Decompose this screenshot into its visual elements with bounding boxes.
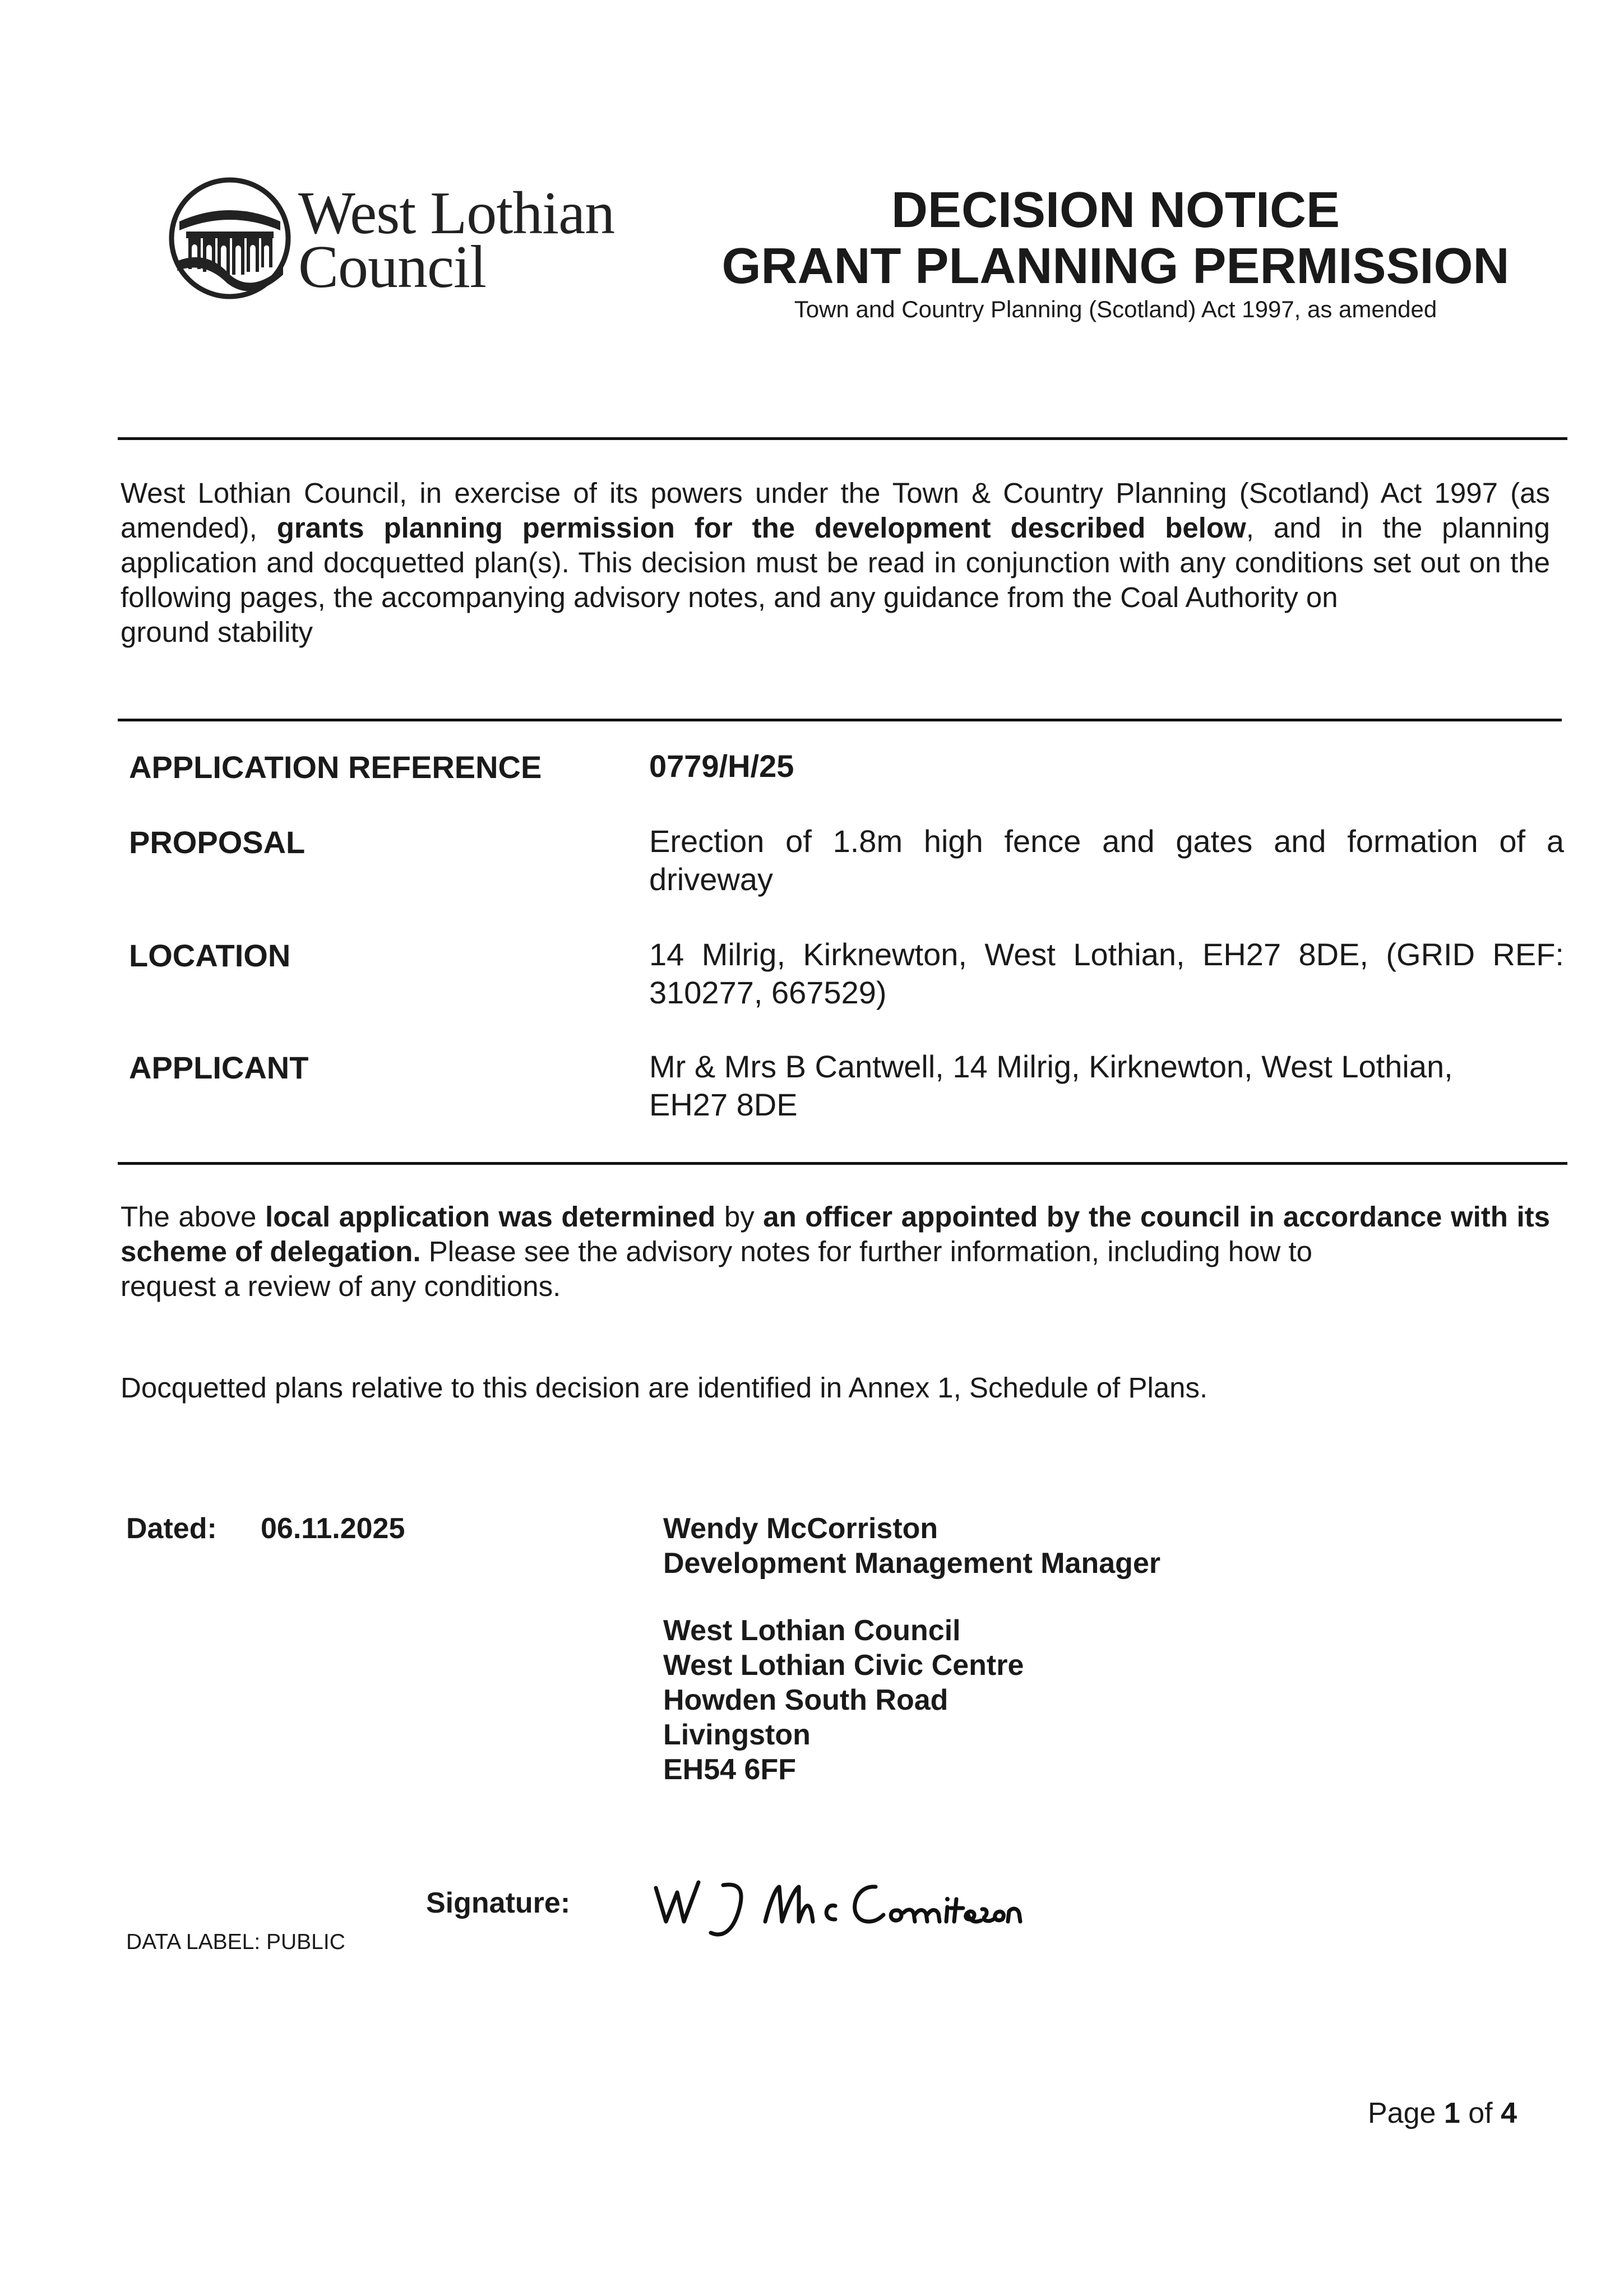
page-prefix: Page	[1368, 2097, 1444, 2130]
address-line: Howden South Road	[663, 1684, 949, 1716]
intro-text-cont: , and in the planning application and docquetted plan(s). This decision must be read in conjunction with any conditions set out on the following pages, the accompanying advisory notes, and any guidance from the Coal Authority on	[121, 512, 1550, 613]
determination-text: by	[715, 1201, 764, 1233]
officer-title: Development Management Manager	[663, 1547, 1161, 1580]
logo-text-line2: Council	[298, 234, 486, 300]
officer-name: Wendy McCorriston	[663, 1512, 938, 1545]
intro-paragraph	[121, 476, 1550, 650]
logo-text-line1: West Lothian	[298, 180, 615, 247]
data-classification-label: DATA LABEL: PUBLIC	[126, 1930, 345, 1954]
reference-value: 0779/H/25	[649, 748, 794, 784]
page-current: 1	[1443, 2097, 1460, 2130]
applicant-label: APPLICANT	[129, 1050, 309, 1085]
intro-text-last: ground stability	[121, 616, 313, 648]
page-subtitle-heading: GRANT PLANNING PERMISSION	[721, 238, 1510, 294]
divider	[118, 1162, 1567, 1165]
page-middle: of	[1460, 2097, 1501, 2130]
divider	[118, 719, 1562, 721]
location-label: LOCATION	[129, 938, 291, 973]
reference-label: APPLICATION REFERENCE	[129, 749, 542, 785]
determination-text: Please see the advisory notes for further information, including how to	[420, 1235, 1312, 1267]
address-line: EH54 6FF	[663, 1753, 796, 1786]
date-value: 06.11.2025	[261, 1512, 405, 1545]
applicant-line: EH27 8DE	[649, 1087, 798, 1122]
council-logo	[168, 177, 622, 300]
dated-label: Dated:	[126, 1512, 217, 1545]
docquetted-note: Docquetted plans relative to this decision are identified in Annex 1, Schedule of Plans.	[121, 1372, 1208, 1404]
determination-emphasis: local application was determined	[265, 1201, 716, 1233]
determination-emphasis: an officer appointed by the council in accordance with its scheme of delegation.	[121, 1201, 1550, 1267]
page-title: DECISION NOTICE	[891, 182, 1340, 238]
determination-text: The above	[121, 1201, 265, 1233]
intro-text: West Lothian Council, in exercise of its powers under the Town & Country Planning (Scotland) Act 1997 (as amended),	[121, 477, 1550, 544]
intro-emphasis: grants planning permission for the development described below	[276, 512, 1246, 544]
determination-text-last: request a review of any conditions.	[121, 1270, 561, 1302]
applicant-line: Mr & Mrs B Cantwell, 14 Milrig, Kirknewton, West Lothian,	[649, 1049, 1453, 1084]
address-line: West Lothian Council	[663, 1614, 961, 1647]
determination-paragraph	[121, 1200, 1550, 1304]
proposal-label: PROPOSAL	[129, 825, 306, 860]
signature-label: Signature:	[426, 1887, 571, 1919]
handwritten-signature	[645, 1866, 1149, 1944]
proposal-value: Erection of 1.8m high fence and gates and formation of a driveway	[649, 823, 1564, 897]
divider	[118, 437, 1567, 440]
applicant-value	[649, 1048, 1564, 1124]
location-value: 14 Milrig, Kirknewton, West Lothian, EH27 8DE, (GRID REF: 310277, 667529)	[649, 937, 1564, 1010]
address-line: Livingston	[663, 1719, 811, 1751]
officer-block	[663, 1511, 1160, 1581]
page-number	[1368, 2096, 1517, 2130]
address-line: West Lothian Civic Centre	[663, 1649, 1024, 1682]
legislation-subtitle: Town and Country Planning (Scotland) Act 1997, as amended	[794, 296, 1437, 322]
page-total: 4	[1501, 2097, 1517, 2130]
viaduct-emblem-icon	[168, 177, 292, 300]
council-address	[663, 1613, 1024, 1787]
